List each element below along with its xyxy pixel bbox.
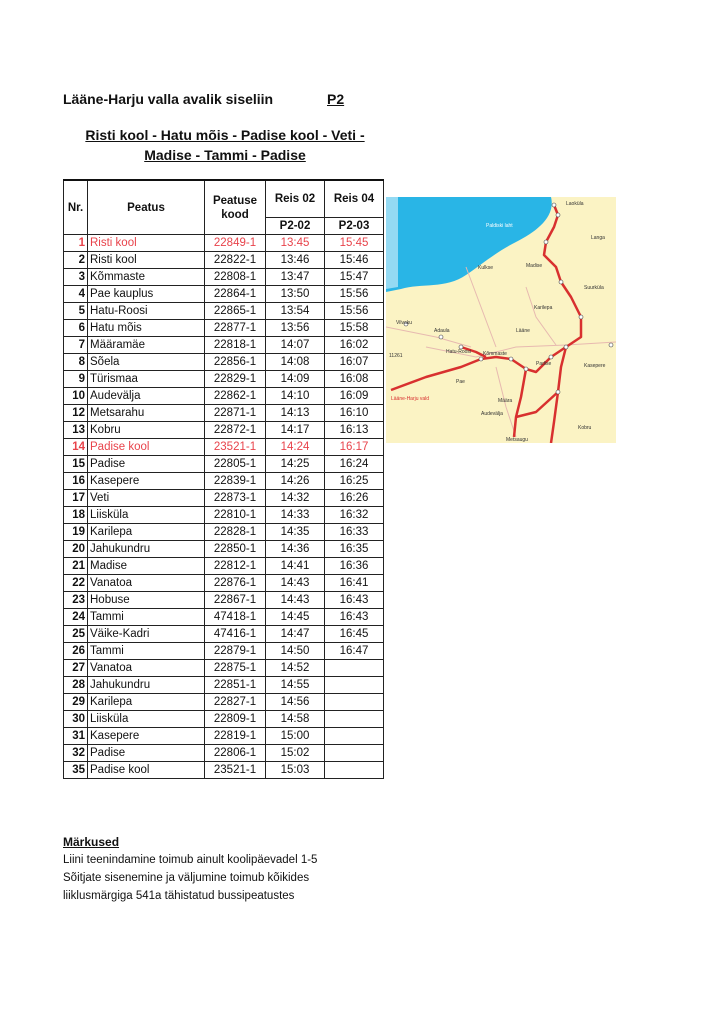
row-stop: Hobuse <box>88 592 205 609</box>
table-row <box>64 422 384 439</box>
row-time-trip1: 13:45 <box>266 235 325 252</box>
table-row <box>64 490 384 507</box>
row-stop: Kobru <box>88 422 205 439</box>
row-time-trip1: 15:00 <box>266 728 325 745</box>
row-stop: Kasepere <box>88 473 205 490</box>
table-row <box>64 507 384 524</box>
row-code: 22808-1 <box>205 269 266 286</box>
timetable-body <box>64 235 384 779</box>
row-time-trip1: 14:24 <box>266 439 325 456</box>
row-nr: 31 <box>64 728 88 745</box>
row-nr: 15 <box>64 456 88 473</box>
row-time-trip2 <box>325 728 384 745</box>
row-stop: Padise kool <box>88 439 205 456</box>
row-nr: 27 <box>64 660 88 677</box>
row-nr: 4 <box>64 286 88 303</box>
map-label-valla: Lääne-Harju vald <box>391 396 430 402</box>
row-time-trip2: 16:07 <box>325 354 384 371</box>
notes-line-2: Sõitjate sisenemine ja väljumine toimub kõikides <box>63 872 310 884</box>
row-nr: 23 <box>64 592 88 609</box>
table-row <box>64 643 384 660</box>
trip2-header: Reis 04 <box>325 180 384 218</box>
row-nr: 16 <box>64 473 88 490</box>
row-code: 22877-1 <box>205 320 266 337</box>
row-time-trip1: 14:35 <box>266 524 325 541</box>
row-code: 22827-1 <box>205 694 266 711</box>
row-code: 22849-1 <box>205 235 266 252</box>
row-stop: Risti kool <box>88 252 205 269</box>
row-stop: Pae kauplus <box>88 286 205 303</box>
row-time-trip2: 16:33 <box>325 524 384 541</box>
table-row <box>64 609 384 626</box>
row-time-trip1: 14:33 <box>266 507 325 524</box>
row-time-trip1: 13:50 <box>266 286 325 303</box>
row-nr: 25 <box>64 626 88 643</box>
row-time-trip2: 15:46 <box>325 252 384 269</box>
row-code: 47418-1 <box>205 609 266 626</box>
row-stop: Padise <box>88 456 205 473</box>
table-row <box>64 541 384 558</box>
row-code: 22872-1 <box>205 422 266 439</box>
row-code: 22806-1 <box>205 745 266 762</box>
row-time-trip1: 14:43 <box>266 592 325 609</box>
map-label-metsaugu: Metsaugu <box>506 437 528 443</box>
row-code: 22864-1 <box>205 286 266 303</box>
row-stop: Jahukundru <box>88 677 205 694</box>
row-code: 22812-1 <box>205 558 266 575</box>
trip1-header: Reis 02 <box>266 180 325 218</box>
row-time-trip1: 14:36 <box>266 541 325 558</box>
row-nr: 2 <box>64 252 88 269</box>
row-code: 22819-1 <box>205 728 266 745</box>
row-time-trip2: 16:13 <box>325 422 384 439</box>
table-row <box>64 575 384 592</box>
row-stop: Kõmmaste <box>88 269 205 286</box>
row-stop: Liisküla <box>88 507 205 524</box>
route-line-1: Risti kool - Hatu mõis - Padise kool - Veti - <box>85 127 365 143</box>
col-stop-header: Peatus <box>88 180 205 235</box>
row-stop: Karilepa <box>88 524 205 541</box>
row-stop: Tammi <box>88 609 205 626</box>
row-code: 22856-1 <box>205 354 266 371</box>
row-time-trip1: 14:13 <box>266 405 325 422</box>
notes-line-1: Liini teenindamine toimub ainult koolipäevadel 1-5 <box>63 854 318 866</box>
row-time-trip2: 16:26 <box>325 490 384 507</box>
row-code: 22871-1 <box>205 405 266 422</box>
row-time-trip1: 14:47 <box>266 626 325 643</box>
trip2-code: P2-03 <box>325 218 384 235</box>
row-time-trip2: 15:56 <box>325 286 384 303</box>
map-label-suurkulo: Suurküla <box>584 285 604 291</box>
notes-heading: Märkused <box>63 835 120 849</box>
row-time-trip1: 13:47 <box>266 269 325 286</box>
table-row <box>64 745 384 762</box>
row-stop: Padise <box>88 745 205 762</box>
row-code: 23521-1 <box>205 762 266 779</box>
row-time-trip1: 14:32 <box>266 490 325 507</box>
timetable <box>63 179 384 779</box>
map-label-lake: Paldiski laht <box>486 223 513 229</box>
row-code: 22876-1 <box>205 575 266 592</box>
row-time-trip2: 16:43 <box>325 592 384 609</box>
col-code-header: Peatuse kood <box>205 180 266 235</box>
table-row <box>64 456 384 473</box>
row-stop: Hatu mõis <box>88 320 205 337</box>
row-nr: 10 <box>64 388 88 405</box>
row-time-trip2: 16:43 <box>325 609 384 626</box>
row-time-trip1: 14:25 <box>266 456 325 473</box>
route-code: P2 <box>327 91 345 107</box>
row-code: 22875-1 <box>205 660 266 677</box>
row-nr: 12 <box>64 405 88 422</box>
map-label-karilepa: Karilepa <box>534 305 553 311</box>
row-time-trip2: 15:58 <box>325 320 384 337</box>
row-nr: 29 <box>64 694 88 711</box>
row-time-trip2: 16:17 <box>325 439 384 456</box>
row-nr: 9 <box>64 371 88 388</box>
row-nr: 22 <box>64 575 88 592</box>
row-time-trip2: 16:35 <box>325 541 384 558</box>
table-row <box>64 371 384 388</box>
row-time-trip1: 14:08 <box>266 354 325 371</box>
row-time-trip2: 16:41 <box>325 575 384 592</box>
row-nr: 21 <box>64 558 88 575</box>
row-time-trip2 <box>325 762 384 779</box>
map-label-kulkse: Kulkse <box>478 265 494 271</box>
table-row <box>64 235 384 252</box>
row-stop: Karilepa <box>88 694 205 711</box>
row-code: 22867-1 <box>205 592 266 609</box>
row-nr: 3 <box>64 269 88 286</box>
row-stop: Padise kool <box>88 762 205 779</box>
table-row <box>64 660 384 677</box>
row-stop: Veti <box>88 490 205 507</box>
row-time-trip2: 16:36 <box>325 558 384 575</box>
row-time-trip1: 15:03 <box>266 762 325 779</box>
table-row <box>64 252 384 269</box>
row-nr: 7 <box>64 337 88 354</box>
row-nr: 13 <box>64 422 88 439</box>
table-row <box>64 558 384 575</box>
row-time-trip2 <box>325 711 384 728</box>
row-nr: 14 <box>64 439 88 456</box>
row-time-trip2 <box>325 694 384 711</box>
row-time-trip1: 14:56 <box>266 694 325 711</box>
notes-line-3: liiklusmärgiga 541a tähistatud bussipeatustes <box>63 890 295 902</box>
row-time-trip1: 14:10 <box>266 388 325 405</box>
row-stop: Kasepere <box>88 728 205 745</box>
row-code: 22809-1 <box>205 711 266 728</box>
row-nr: 19 <box>64 524 88 541</box>
map-label-kobru: Kobru <box>578 425 592 431</box>
row-code: 22805-1 <box>205 456 266 473</box>
row-code: 22851-1 <box>205 677 266 694</box>
row-time-trip1: 14:07 <box>266 337 325 354</box>
table-row <box>64 626 384 643</box>
row-time-trip2: 15:45 <box>325 235 384 252</box>
map-label-audevalja: Audevälja <box>481 411 503 417</box>
row-time-trip2: 16:32 <box>325 507 384 524</box>
row-nr: 28 <box>64 677 88 694</box>
table-row <box>64 694 384 711</box>
row-nr: 26 <box>64 643 88 660</box>
table-row <box>64 388 384 405</box>
row-stop: Metsarahu <box>88 405 205 422</box>
table-row <box>64 473 384 490</box>
row-time-trip2: 15:56 <box>325 303 384 320</box>
row-time-trip2: 16:09 <box>325 388 384 405</box>
row-nr: 30 <box>64 711 88 728</box>
table-row <box>64 337 384 354</box>
row-stop: Vanatoa <box>88 575 205 592</box>
map-label-vilvaku: Vilvaku <box>396 320 413 326</box>
row-time-trip1: 14:17 <box>266 422 325 439</box>
map-label-padise: Padise <box>536 361 552 367</box>
row-time-trip2: 16:25 <box>325 473 384 490</box>
row-code: 47416-1 <box>205 626 266 643</box>
row-time-trip2: 15:47 <box>325 269 384 286</box>
row-time-trip1: 13:56 <box>266 320 325 337</box>
row-time-trip1: 14:50 <box>266 643 325 660</box>
row-stop: Audevälja <box>88 388 205 405</box>
table-row <box>64 524 384 541</box>
row-time-trip1: 13:46 <box>266 252 325 269</box>
row-stop: Jahukundru <box>88 541 205 558</box>
row-code: 23521-1 <box>205 439 266 456</box>
map-label-langa: Langa <box>591 235 605 241</box>
map-label-laane: Lääne <box>516 328 530 334</box>
row-nr: 6 <box>64 320 88 337</box>
row-time-trip2: 16:45 <box>325 626 384 643</box>
map-label-kommaste: Kõmmaste <box>483 351 507 357</box>
row-stop: Vanatoa <box>88 660 205 677</box>
row-time-trip2 <box>325 745 384 762</box>
row-nr: 8 <box>64 354 88 371</box>
route-map <box>386 197 616 443</box>
row-time-trip1: 14:58 <box>266 711 325 728</box>
row-time-trip1: 14:55 <box>266 677 325 694</box>
row-time-trip1: 14:41 <box>266 558 325 575</box>
route-description <box>70 125 380 165</box>
map-label-hatu: Hatu-Roosi <box>446 349 472 355</box>
row-time-trip2 <box>325 677 384 694</box>
row-time-trip1: 14:43 <box>266 575 325 592</box>
page-title: Lääne-Harju valla avalik siseliin <box>63 91 274 107</box>
row-code: 22850-1 <box>205 541 266 558</box>
table-row <box>64 677 384 694</box>
row-time-trip2: 16:08 <box>325 371 384 388</box>
row-code: 22839-1 <box>205 473 266 490</box>
row-stop: Määramäe <box>88 337 205 354</box>
map-label-madise: Madise <box>526 263 543 269</box>
row-stop: Türismaa <box>88 371 205 388</box>
row-code: 22865-1 <box>205 303 266 320</box>
row-nr: 17 <box>64 490 88 507</box>
row-code: 22810-1 <box>205 507 266 524</box>
row-code: 22818-1 <box>205 337 266 354</box>
row-time-trip2: 16:24 <box>325 456 384 473</box>
row-code: 22829-1 <box>205 371 266 388</box>
row-stop: Tammi <box>88 643 205 660</box>
table-row <box>64 762 384 779</box>
row-nr: 24 <box>64 609 88 626</box>
table-row <box>64 592 384 609</box>
map-label-kasepere: Kasepere <box>584 363 606 369</box>
row-time-trip1: 15:02 <box>266 745 325 762</box>
map-label-pae: Pae <box>456 379 465 385</box>
row-nr: 32 <box>64 745 88 762</box>
row-time-trip1: 14:52 <box>266 660 325 677</box>
row-nr: 18 <box>64 507 88 524</box>
row-code: 22879-1 <box>205 643 266 660</box>
table-row <box>64 405 384 422</box>
row-time-trip1: 14:26 <box>266 473 325 490</box>
table-row <box>64 728 384 745</box>
row-time-trip2: 16:02 <box>325 337 384 354</box>
row-nr: 20 <box>64 541 88 558</box>
table-row <box>64 303 384 320</box>
row-stop: Madise <box>88 558 205 575</box>
map-edge <box>386 197 398 289</box>
route-line-2: Madise - Tammi - Padise <box>144 147 306 163</box>
row-stop: Väike-Kadri <box>88 626 205 643</box>
row-stop: Sõela <box>88 354 205 371</box>
row-nr: 1 <box>64 235 88 252</box>
table-row <box>64 286 384 303</box>
row-time-trip1: 14:45 <box>266 609 325 626</box>
row-time-trip2: 16:10 <box>325 405 384 422</box>
row-stop: Liisküla <box>88 711 205 728</box>
map-label-maara: Määra <box>498 398 513 404</box>
col-nr-header: Nr. <box>64 180 88 235</box>
notes <box>63 833 317 905</box>
row-nr: 5 <box>64 303 88 320</box>
table-row <box>64 320 384 337</box>
trip1-code: P2-02 <box>266 218 325 235</box>
table-row <box>64 354 384 371</box>
row-code: 22862-1 <box>205 388 266 405</box>
map-label-road: 11261 <box>389 353 403 359</box>
row-time-trip1: 14:09 <box>266 371 325 388</box>
row-code: 22822-1 <box>205 252 266 269</box>
row-stop: Risti kool <box>88 235 205 252</box>
row-nr: 35 <box>64 762 88 779</box>
table-row <box>64 711 384 728</box>
map-label-adaula: Adaula <box>434 328 450 334</box>
map-label-laokula: Laoküla <box>566 201 584 207</box>
row-code: 22828-1 <box>205 524 266 541</box>
row-time-trip2: 16:47 <box>325 643 384 660</box>
row-stop: Hatu-Roosi <box>88 303 205 320</box>
row-code: 22873-1 <box>205 490 266 507</box>
table-row <box>64 439 384 456</box>
row-time-trip1: 13:54 <box>266 303 325 320</box>
row-time-trip2 <box>325 660 384 677</box>
table-row <box>64 269 384 286</box>
